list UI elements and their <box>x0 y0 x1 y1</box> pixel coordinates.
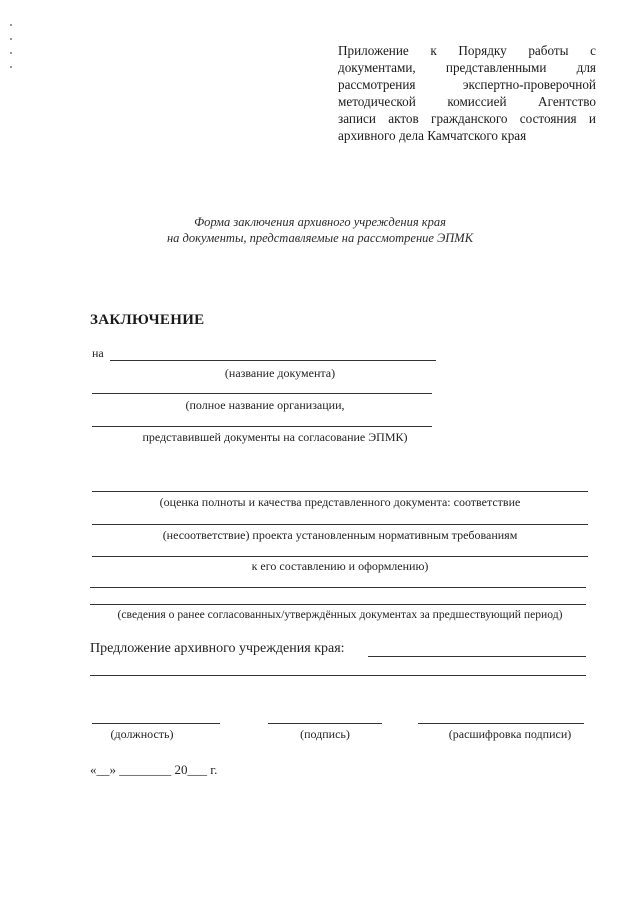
scan-speck <box>10 66 12 68</box>
signature-decode-line <box>418 723 584 724</box>
evaluation-line-2 <box>92 524 588 525</box>
evaluation-caption-2: (несоответствие) проекта установленным нормативным требованиям <box>162 528 518 542</box>
appendix-line: Приложение к Порядку работы с <box>338 43 596 58</box>
organization-caption: (полное название организации, <box>185 398 345 412</box>
on-label: на <box>92 346 104 360</box>
form-title-line: на документы, представляемые на рассмотрение ЭПМК <box>166 231 474 245</box>
appendix-line: рассмотрения экспертно-проверочной <box>338 77 596 92</box>
organization-caption-2: представившей документы на согласование ЭПМК) <box>142 430 408 444</box>
appendix-line: методической комиссией Агентство <box>338 94 596 109</box>
document-name-line <box>110 360 436 361</box>
scan-speck <box>10 52 12 54</box>
appendix-line: записи актов гражданского состояния и <box>338 111 596 126</box>
scan-speck <box>10 24 12 26</box>
proposal-line <box>368 656 586 657</box>
organization-line-2 <box>92 426 432 427</box>
signature-caption: (подпись) <box>300 727 350 741</box>
previous-docs-caption: (сведения о ранее согласованных/утверждённых документах за предшествующий период) <box>117 608 563 621</box>
document-name-caption: (название документа) <box>224 366 336 380</box>
organization-line <box>92 393 432 394</box>
scan-speck <box>10 38 12 40</box>
position-caption: (должность) <box>110 727 174 741</box>
signature-line <box>268 723 382 724</box>
form-title-line: Форма заключения архивного учреждения края <box>194 215 446 229</box>
signature-decode-caption: (расшифровка подписи) <box>448 727 572 741</box>
proposal-line-2 <box>90 675 586 676</box>
date-line: «__» ________ 20___ г. <box>90 762 218 777</box>
evaluation-line-3 <box>92 556 588 557</box>
document-heading: ЗАКЛЮЧЕНИЕ <box>90 312 205 328</box>
evaluation-caption-3: к его составлению и оформлению) <box>251 559 429 573</box>
previous-docs-line-2 <box>90 604 586 605</box>
evaluation-line <box>92 491 588 492</box>
appendix-line: документами, представленными для <box>338 60 596 75</box>
position-line <box>92 723 220 724</box>
evaluation-caption: (оценка полноты и качества представленного документа: соответствие <box>159 495 521 509</box>
form-title <box>120 214 520 246</box>
previous-docs-line <box>90 587 586 588</box>
appendix-note <box>338 42 596 144</box>
proposal-label: Предложение архивного учреждения края: <box>90 641 345 656</box>
appendix-line: архивного дела Камчатского края <box>338 128 527 143</box>
